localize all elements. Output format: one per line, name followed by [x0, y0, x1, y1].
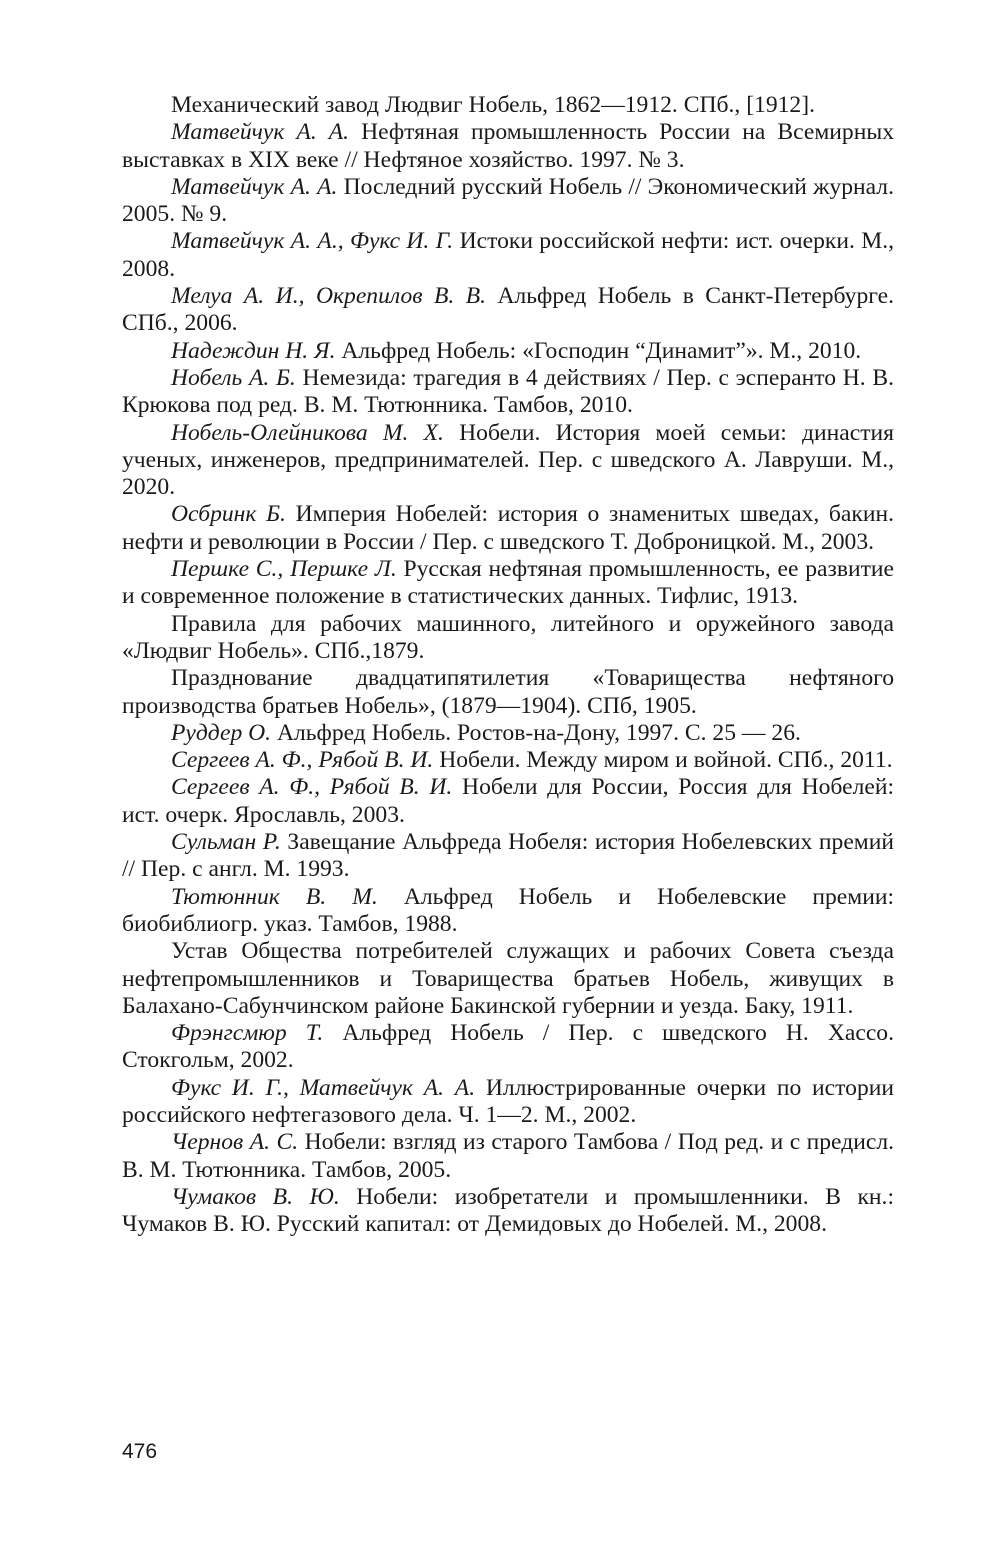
entry-text: Нобели. Между миром и войной. СПб., 2011.: [433, 747, 893, 774]
bibliography-entry: [122, 774, 894, 829]
bibliography-entry: [122, 1184, 894, 1239]
entry-text: Завещание Альфреда Нобеля: история Нобелевских премий // Пер. с англ. М. 1993.: [122, 829, 894, 883]
bibliography-entry: [122, 556, 894, 611]
entry-text: Нобели для России, Россия для Нобелей: ист. очерк. Ярославль, 2003.: [122, 774, 894, 828]
entry-text: Иллюстрированные очерки по истории российского нефтегазового дела. Ч. 1—2. М., 2002.: [122, 1074, 894, 1128]
page-number: 476: [122, 1440, 158, 1463]
entry-author: Фукс И. Г., Матвейчук А. А.: [171, 1074, 476, 1101]
entry-author: Сергеев А. Ф., Рябой В. И.: [171, 747, 434, 774]
bibliography-entry: [122, 228, 894, 283]
entry-text: Империя Нобелей: история о знаменитых шведах, бакин. нефти и революции в России / Пер. с шведского Т. Доброницкой. М., 2003.: [122, 501, 895, 555]
entry-text: Альфред Нобель в Санкт-Петербурге. СПб., 2006.: [122, 283, 894, 337]
bibliography-entry: [122, 884, 894, 939]
bibliography-entry: [122, 747, 894, 774]
bibliography-entry: [122, 611, 894, 666]
bibliography-entry: [122, 1075, 894, 1130]
bibliography-entry: [122, 283, 894, 338]
entry-author: Нобель-Олейникова М. Х.: [171, 419, 444, 446]
entry-text: Немезида: трагедия в 4 действиях / Пер. с эсперанто Н. В. Крюкова под ред. В. М. Тютюнника. Тамбов, 2010.: [122, 364, 894, 419]
bibliography-entry: [122, 501, 894, 556]
entry-author: Тютюнник В. М.: [171, 883, 378, 910]
entry-author: Фрэнгсмюр Т.: [171, 1020, 324, 1047]
entry-author: Мелуа А. И., Окрепилов В. В.: [171, 283, 487, 310]
entry-author: Сергеев А. Ф., Рябой В. И.: [171, 774, 453, 801]
entry-text: Устав Общества потребителей служащих и рабочих Совета съезда нефтепромышленников и Товарищества братьев Нобель, живущих в Балахано-Сабунчинском районе Бакинской губернии и уезда. Баку, 1911.: [122, 938, 894, 1019]
bibliography-entry: [122, 1129, 894, 1184]
entry-text: Празднование двадцатипятилетия «Товарищества нефтяного производства братьев Нобель», (1879—1904). СПб, 1905.: [122, 665, 894, 719]
bibliography-entry: [122, 720, 894, 747]
bibliography-entry: [122, 420, 894, 502]
entry-text: Альфред Нобель: «Господин “Динамит”». М., 2010.: [335, 337, 862, 364]
entry-author: Сульман Р.: [171, 829, 281, 856]
bibliography-entry: [122, 365, 894, 420]
entry-author: Надеждин Н. Я.: [171, 337, 336, 364]
bibliography-entry: [122, 665, 894, 720]
entry-text: Альфред Нобель. Ростов-на-Дону, 1997. С. 25 — 26.: [271, 719, 801, 746]
entry-text: Альфред Нобель и Нобелевские премии: биобиблиогр. указ. Тамбов, 1988.: [122, 883, 895, 937]
entry-author: Нобель А. Б.: [171, 364, 296, 391]
bibliography-entry: [122, 829, 894, 884]
entry-text: Правила для рабочих машинного, литейного и оружейного завода «Людвиг Нобель». СПб.,1879.: [122, 610, 894, 664]
entry-author: Матвейчук А. А.: [171, 173, 338, 200]
entry-author: Першке С., Першке Л.: [171, 556, 397, 583]
entry-text: Нобели: взгляд из старого Тамбова / Под ред. и с предисл. В. М. Тютюнника. Тамбов, 2005.: [122, 1129, 894, 1183]
entry-text: Русская нефтяная промышленность, ее развитие и современное положение в статистических данных. Тифлис, 1913.: [122, 556, 894, 610]
entry-author: Чумаков В. Ю.: [171, 1183, 340, 1210]
bibliography-entry: [122, 938, 894, 1020]
entry-author: Осбринк Б.: [171, 501, 286, 528]
entry-text: Истоки российской нефти: ист. очерки. М., 2008.: [122, 228, 895, 282]
entry-author: Чернов А. С.: [171, 1129, 299, 1156]
bibliography-list: [122, 92, 894, 1238]
bibliography-entry: [122, 119, 894, 174]
bibliography-entry: [122, 174, 894, 229]
entry-text: Нобели. История моей семьи: династия ученых, инженеров, предпринимателей. Пер. с шведского А. Лавруши. М., 2020.: [122, 419, 894, 501]
entry-text: Нефтяная промышленность России на Всемирных выставках в XIX веке // Нефтяное хозяйство. 1997. № 3.: [122, 119, 894, 173]
entry-text: Механический завод Людвиг Нобель, 1862—1912. СПб., [1912].: [171, 92, 815, 118]
entry-author: Матвейчук А. А.: [171, 119, 350, 146]
bibliography-entry: [122, 1020, 894, 1075]
bibliography-entry: [122, 338, 894, 365]
entry-author: Матвейчук А. А., Фукс И. Г.: [171, 228, 454, 255]
entry-text: Последний русский Нобель // Экономический журнал. 2005. № 9.: [122, 173, 894, 228]
entry-text: Альфред Нобель / Пер. с шведского Н. Хассо. Стокгольм, 2002.: [122, 1020, 895, 1074]
entry-author: Руддер О.: [171, 719, 272, 746]
entry-text: Нобели: изобретатели и промышленники. В кн.: Чумаков В. Ю. Русский капитал: от Демидовых до Нобелей. М., 2008.: [122, 1183, 895, 1238]
bibliography-entry: [122, 92, 894, 119]
